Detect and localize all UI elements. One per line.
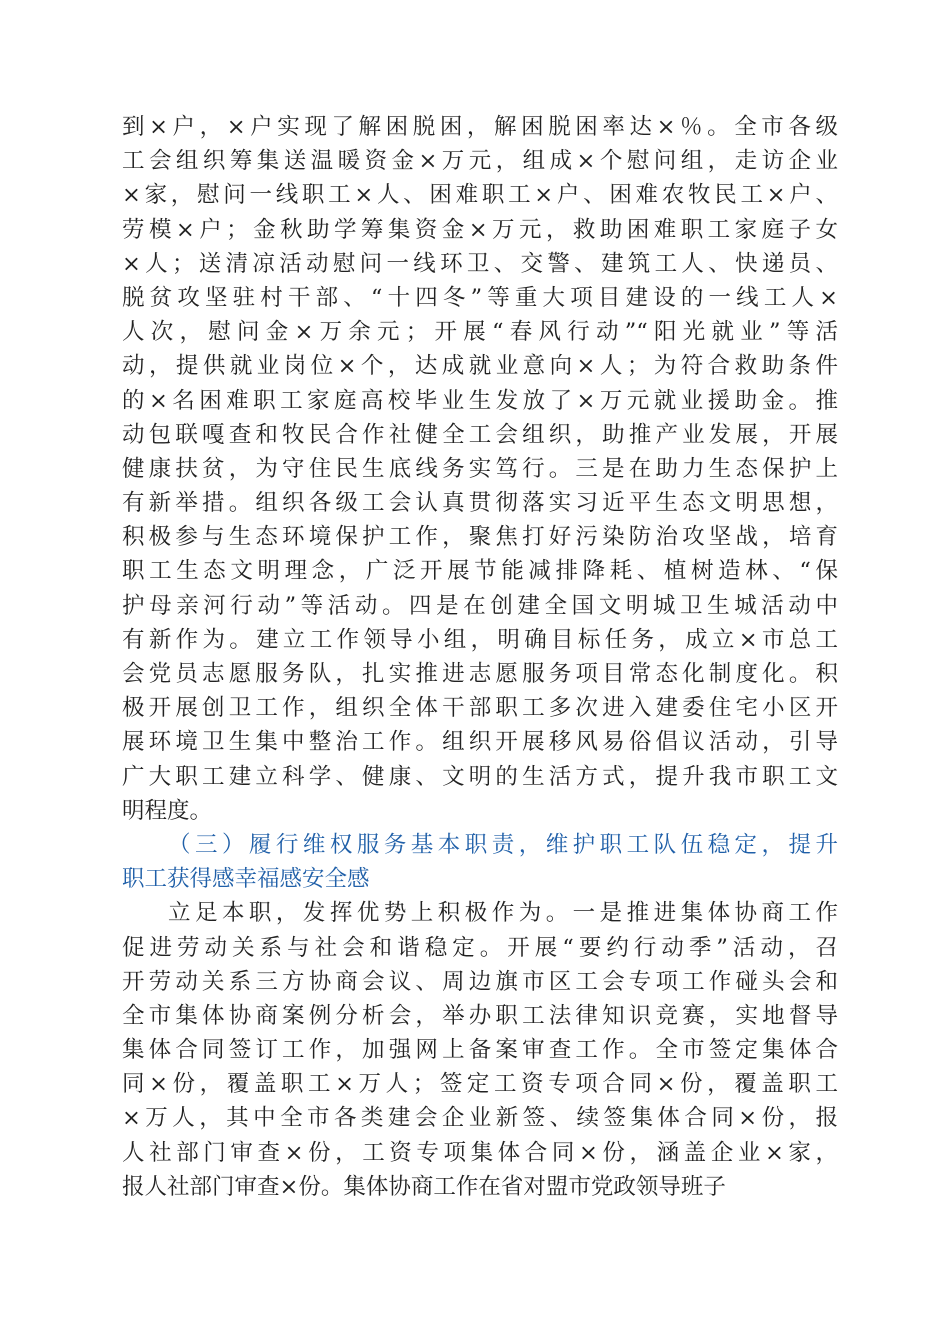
paragraph-line: 广大职工建立科学、健康、文明的生活方式，提升我市职工文: [122, 763, 838, 790]
paragraph-line: 极开展创卫工作，组织全体干部职工多次进入建委住宅小区开: [122, 695, 838, 722]
paragraph-line: 职工生态文明理念，广泛开展节能减排降耗、植树造林、“保: [122, 558, 838, 585]
paragraph-line: ×家，慰问一线职工×人、困难职工×户、困难农牧民工×户、: [122, 182, 838, 209]
paragraph-line: 报人社部门审查×份。集体协商工作在省对盟市党政领导班子: [122, 1173, 726, 1200]
paragraph-line: 健康扶贫，为守住民生底线务实笃行。三是在助力生态保护上: [122, 455, 838, 482]
paragraph-line: 集体合同签订工作，加强网上备案审查工作。全市签定集体合: [122, 1037, 838, 1064]
paragraph-line: 人次，慰问金×万余元；开展“春风行动”“阳光就业”等活: [122, 319, 838, 346]
paragraph-line: 全市集体协商案例分析会，举办职工法律知识竞赛，实地督导: [122, 1002, 838, 1029]
paragraph-line: 开劳动关系三方协商会议、周边旗市区工会专项工作碰头会和: [122, 968, 838, 995]
paragraph-line: 会党员志愿服务队，扎实推进志愿服务项目常态化制度化。积: [122, 661, 838, 687]
paragraph-line: 有新举措。组织各级工会认真贯彻落实习近平生态文明思想，: [122, 490, 838, 517]
paragraph-line: 动包联嘎查和牧民合作社健全工会组织，助推产业发展，开展: [122, 421, 838, 448]
section-heading-line: 职工获得感幸福感安全感: [122, 866, 370, 893]
paragraph-line: 展环境卫生集中整治工作。组织开展移风易俗倡议活动，引导: [122, 729, 838, 756]
paragraph-line: 立足本职，发挥优势上积极作为。一是推进集体协商工作: [168, 900, 838, 927]
paragraph-line: 积极参与生态环境保护工作，聚焦打好污染防治攻坚战，培育: [122, 524, 838, 551]
section-heading-line: （三）履行维权服务基本职责，维护职工队伍稳定，提升: [168, 831, 838, 858]
paragraph-line: 同×份，覆盖职工×万人；签定工资专项合同×份，覆盖职工: [122, 1071, 838, 1098]
paragraph-line: 到×户，×户实现了解困脱困，解困脱困率达×％。全市各级: [122, 114, 838, 140]
paragraph-line: 动，提供就业岗位×个，达成就业意向×人；为符合救助条件: [122, 353, 838, 380]
paragraph-line: 有新作为。建立工作领导小组，明确目标任务，成立×市总工: [122, 626, 838, 653]
paragraph-line: 人社部门审查×份，工资专项集体合同×份，涵盖企业×家，: [122, 1139, 838, 1166]
paragraph-line: 明程度。: [122, 797, 213, 824]
paragraph-line: 的×名困难职工家庭高校毕业生发放了×万元就业援助金。推: [122, 387, 838, 414]
paragraph-line: ×万人，其中全市各类建会企业新签、续签集体合同×份，报: [122, 1105, 838, 1132]
paragraph-line: 促进劳动关系与社会和谐稳定。开展“要约行动季”活动，召: [122, 934, 838, 961]
paragraph-line: 工会组织筹集送温暖资金×万元，组成×个慰问组，走访企业: [122, 148, 838, 175]
paragraph-line: 劳模×户；金秋助学筹集资金×万元，救助困难职工家庭子女: [122, 216, 838, 243]
paragraph-line: ×人；送清凉活动慰问一线环卫、交警、建筑工人、快递员、: [122, 250, 838, 277]
paragraph-line: 脱贫攻坚驻村干部、“十四冬”等重大项目建设的一线工人×: [122, 284, 838, 311]
document-page: [122, 110, 838, 1204]
paragraph-line: 护母亲河行动”等活动。四是在创建全国文明城卫生城活动中: [122, 592, 838, 619]
